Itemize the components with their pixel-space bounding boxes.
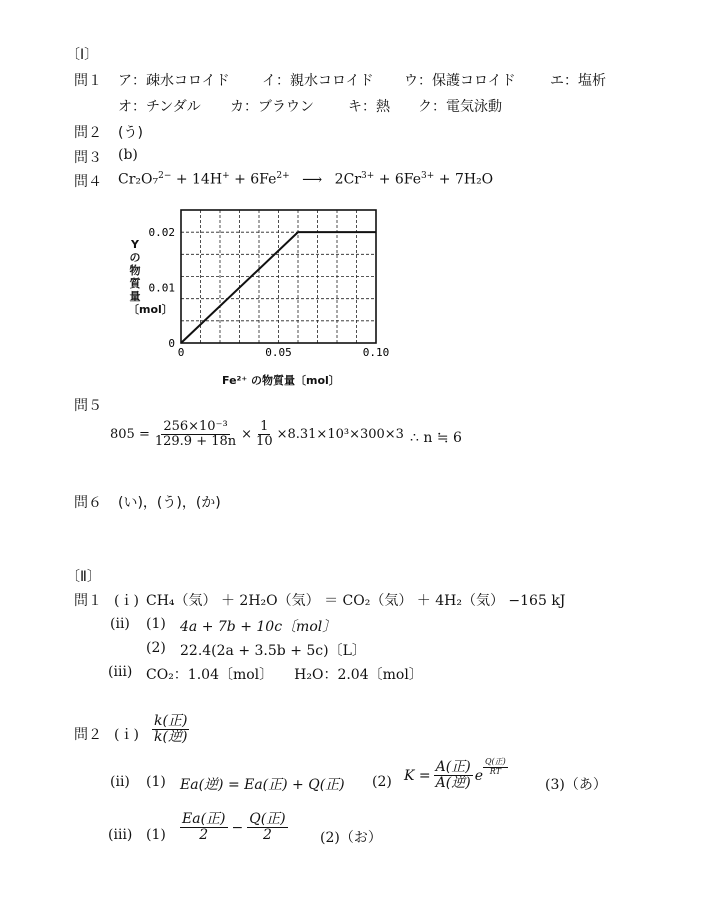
plot-frame [181,210,376,343]
x-tick-label: 0.05 [265,346,292,359]
section-1-header: 〔Ⅰ〕 [66,47,99,63]
s2-q1-ii-1-label: (1) [146,616,166,632]
series-line [181,232,376,343]
q1-item-a: ア：疎水コロイド [118,73,230,89]
q6-label: 問６ [74,495,102,511]
q5-equation: 805 = $\frac{\text{256×10⁻³}}{129.9 + 18n}$ × $\frac{1}{10}$ ×8.31×10³×300×3 [110,419,404,450]
q1-item-u: ウ：保護コロイド [404,73,516,89]
s2-q2-iii-1-label: (1) [146,827,166,843]
s2-q1-iii: CO₂：1.04〔mol〕 H₂O：2.04〔mol〕 [146,667,423,683]
s2-q1-i-label: (ｉ) [114,593,139,609]
s2-q1-ii-2: 22.4(2a + 3.5b + 5c)〔L〕 [180,643,366,659]
q4-equation: $Cr_2O_7^{2-} + 14H^+ + 6Fe^{2+}$ ⟶ $2Cr^{3+} + 6Fe^{3+} + 7H_2O$ [118,171,494,188]
chart-ylabel: Yの物質量〔mol〕 [128,238,173,316]
q1-item-i: イ：親水コロイド [262,73,374,89]
s2-q2-ii-2-label: (2) [372,774,392,790]
s2-q1-ii-1: 4a + 7b + 10c〔mol〕 [180,619,337,635]
q1-label: 問１ [74,73,102,89]
q5-conclusion: ∴ n ≒ 6 [410,430,462,446]
chart-xlabel: Fe²⁺ の物質量〔mol〕 [222,374,340,387]
q1-item-ka: カ：ブラウン [230,99,314,115]
s2-q2-iii-1: $\frac{\text{Ea(正)}}{2}$ − $\frac{\text{Q(正)}}{2}$ [182,811,286,844]
q6-answer: (い)，(う)，(か) [118,495,221,511]
x-tick-label: 0 [177,346,185,359]
s2-q2-ii-label: (ⅱ) [110,774,130,790]
y-tick-label: 0 [168,337,175,350]
q1-item-ki: キ：熱 [348,99,390,115]
y-tick-label: 0.02 [148,226,175,240]
s2-q1-ii-label: (ⅱ) [110,616,130,632]
s2-q2-ii-1-label: (1) [146,774,166,790]
s2-q2-i-fraction: $\frac{\text{k(正)}}{\text{k(逆)}}$ [154,713,188,746]
y-tick-label: 0.01 [148,281,175,295]
q5-label: 問５ [74,398,102,414]
x-tick-label: 0.10 [362,346,390,359]
s2-q2-iii-2: (2)（お） [320,830,382,846]
s2-q2-ii-2: K = $\frac{\text{A(正)}}{\text{A(逆)}}$ e $\frac{\text{Q(正)}}{RT}$ [404,757,506,792]
s2-q2-iii-label: (ⅲ) [108,827,133,843]
q1-item-o: オ：チンダル [118,99,201,115]
q2-label: 問２ [74,125,102,141]
q3-answer: (b) [118,147,138,163]
q1-item-ku: ク：電気泳動 [418,99,502,115]
q1-item-e: エ：塩析 [550,73,606,89]
q3-label: 問３ [74,150,102,166]
s2-q2-label: 問２ [74,727,102,743]
section-2-header: 〔Ⅱ〕 [66,569,101,585]
s2-q1-iii-label: (ⅲ) [108,664,133,680]
s2-q1-label: 問１ [74,593,102,609]
s2-q1-ii-2-label: (2) [146,640,166,656]
s2-q2-i-label: (ｉ) [114,727,139,743]
s2-q2-ii-3: (3)（あ） [545,777,607,793]
q2-answer: (う) [118,125,143,141]
s2-q1-i-equation: CH₄（気） ＋ 2H₂O（気） ＝ CO₂（気） ＋ 4H₂（気） −165 kJ [146,593,566,609]
s2-q2-ii-1: Ea(逆) = Ea(正) + Q(正) [180,777,345,793]
q4-label: 問４ [74,174,102,190]
